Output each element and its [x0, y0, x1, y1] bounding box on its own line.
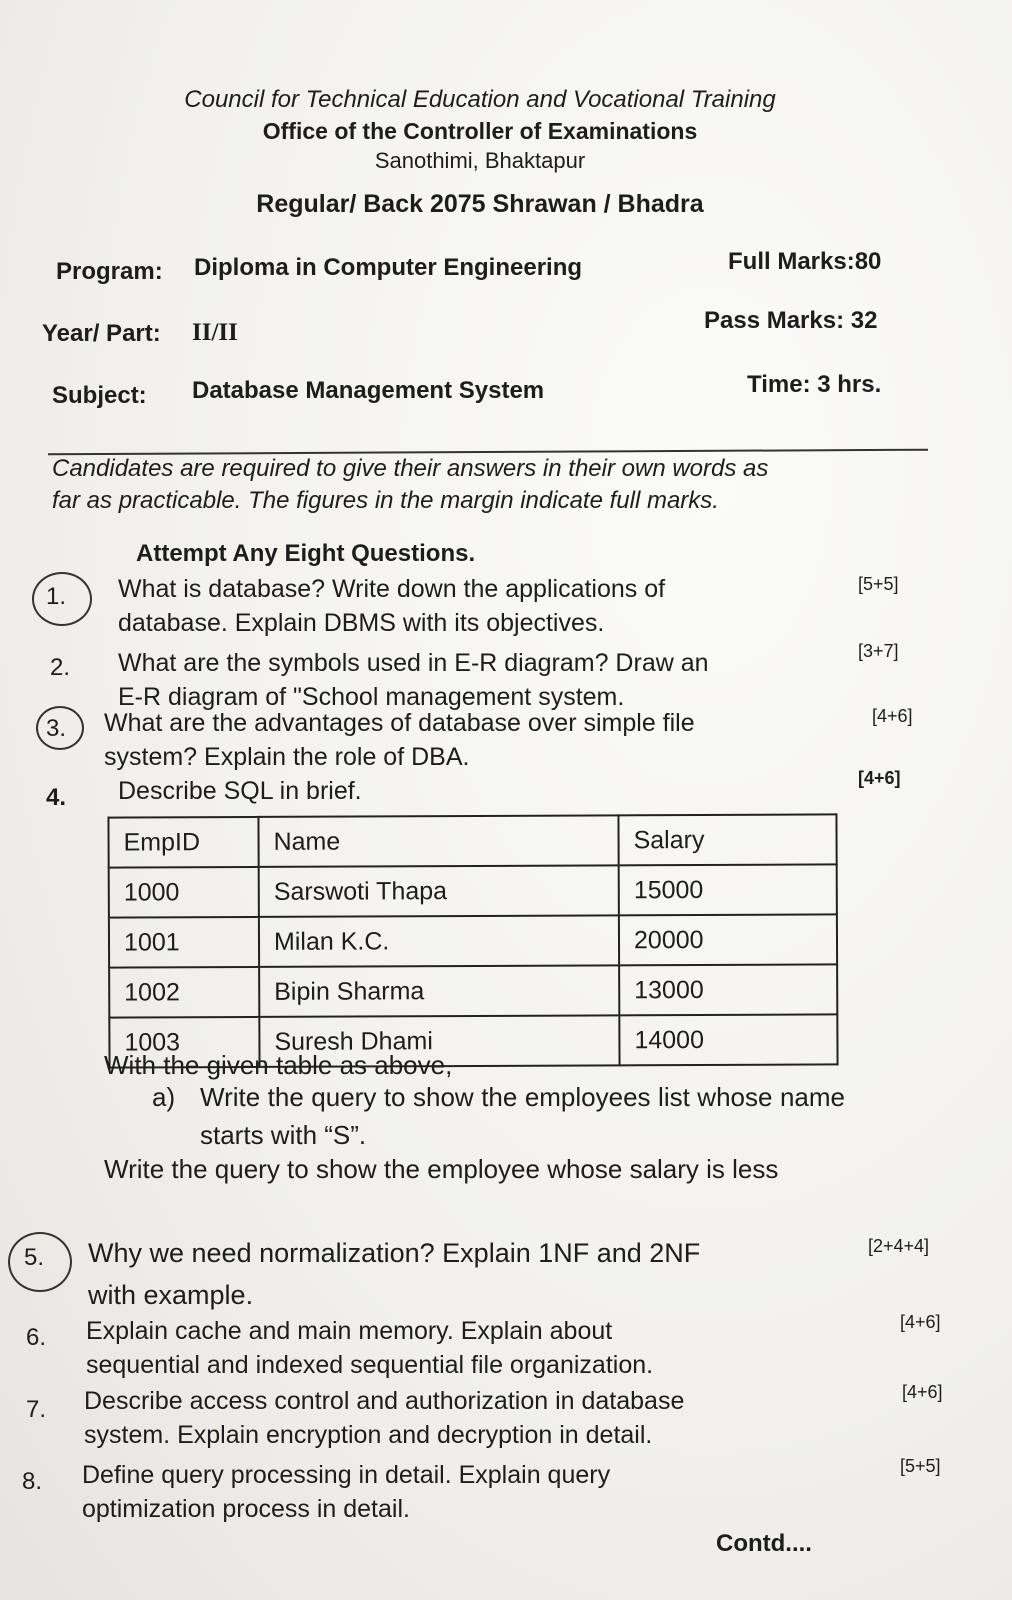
table-header-cell: EmpID — [108, 817, 258, 868]
question-line: What are the symbols used in E-R diagram? Draw an — [118, 649, 709, 677]
question-text — [118, 572, 818, 640]
question-number: 8. — [22, 1468, 43, 1495]
subject-label: Subject: — [52, 382, 147, 409]
question-text — [84, 1384, 884, 1452]
question-line: What is database? Write down the applications of — [118, 575, 666, 603]
pass-marks: Pass Marks: 32 — [704, 307, 878, 334]
continued-note: Contd.... — [716, 1530, 812, 1557]
question-text — [86, 1314, 866, 1382]
question-number: 1. — [46, 583, 67, 610]
office-location: Sanothimi, Bhaktapur — [374, 148, 586, 173]
question-marks: [5+5] — [858, 574, 899, 594]
question-line: Define query processing in detail. Explain query — [82, 1461, 611, 1489]
attempt-instruction: Attempt Any Eight Questions. — [136, 540, 476, 567]
table-cell: 14000 — [619, 1014, 837, 1065]
question-marks: [2+4+4] — [868, 1236, 930, 1256]
question-marks: [4+6] — [872, 706, 913, 726]
question-line: optimization process in detail. — [82, 1495, 410, 1523]
question-line: Why we need normalization? Explain 1NF and 2NF — [88, 1238, 701, 1268]
table-cell: 1000 — [109, 867, 259, 918]
question-line: Explain cache and main memory. Explain about — [86, 1317, 613, 1345]
table-cell: Suresh Dhami — [259, 1015, 619, 1067]
question-marks: [4+6] — [902, 1382, 943, 1402]
question-marks: [4+6] — [858, 768, 901, 788]
question-number: 6. — [26, 1324, 47, 1351]
table-cell: Milan K.C. — [259, 915, 619, 967]
question-text — [104, 706, 824, 774]
q4-intro: With the given table as above, — [104, 1050, 453, 1080]
exam-time: Time: 3 hrs. — [747, 371, 882, 398]
table-cell: 1001 — [109, 917, 259, 968]
question-text: Describe SQL in brief. — [118, 777, 362, 805]
table-row — [109, 964, 837, 1017]
table-cell: 15000 — [619, 864, 837, 915]
question-number: 4. — [46, 784, 67, 811]
question-number: 7. — [26, 1396, 47, 1423]
question-text — [82, 1458, 882, 1526]
council-name: Council for Technical Education and Vocational Training — [184, 86, 776, 113]
instruction-line-1: Candidates are required to give their answers in their own words as — [52, 455, 769, 482]
question-marks: [4+6] — [900, 1312, 941, 1332]
program-label: Program: — [56, 258, 163, 285]
question-line: What are the advantages of database over simple file — [104, 709, 695, 737]
q4-part-b-text: Write the query to show the employee whose salary is less — [104, 1154, 779, 1184]
question-number: 5. — [24, 1244, 45, 1271]
question-text — [118, 646, 838, 714]
office-name: Office of the Controller of Examinations — [262, 118, 698, 144]
question-number: 3. — [46, 715, 67, 742]
program-value: Diploma in Computer Engineering — [194, 254, 583, 281]
question-marks: [5+5] — [900, 1456, 941, 1476]
full-marks: Full Marks:80 — [728, 248, 882, 275]
instruction-line-2: far as practicable. The figures in the margin indicate full marks. — [52, 487, 719, 514]
table-cell: 1003 — [109, 1017, 259, 1068]
q4-part-a-label: a) — [152, 1082, 176, 1112]
table-header-cell: Name — [258, 815, 618, 867]
table-cell: Sarswoti Thapa — [259, 865, 619, 917]
table-row — [109, 864, 837, 917]
subject-value: Database Management System — [192, 377, 545, 404]
table-cell: 13000 — [619, 964, 837, 1015]
question-line: database. Explain DBMS with its objectives. — [118, 609, 605, 637]
year-value: II/II — [192, 319, 238, 346]
exam-session: Regular/ Back 2075 Shrawan / Bhadra — [256, 190, 704, 218]
employee-table — [107, 813, 838, 1068]
question-line: Describe access control and authorization in database — [84, 1387, 685, 1415]
question-text — [88, 1232, 848, 1316]
question-line: with example. — [88, 1280, 254, 1310]
q4-part-a-text: Write the query to show the employees list whose name starts with “S”. — [200, 1082, 845, 1150]
table-cell: 1002 — [109, 967, 259, 1018]
question-number: 2. — [50, 654, 71, 681]
question-line: sequential and indexed sequential file organization. — [86, 1351, 654, 1379]
table-header-cell: Salary — [618, 814, 836, 865]
question-line: system. Explain encryption and decryption in detail. — [84, 1421, 653, 1449]
table-cell: Bipin Sharma — [259, 965, 619, 1017]
table-row — [109, 914, 837, 967]
table-cell: 20000 — [619, 914, 837, 965]
table-header-row — [108, 814, 836, 867]
year-label: Year/ Part: — [42, 320, 161, 347]
question-line: E-R diagram of "School management system. — [118, 683, 625, 711]
question-marks: [3+7] — [858, 641, 899, 661]
question-line: system? Explain the role of DBA. — [104, 743, 470, 771]
